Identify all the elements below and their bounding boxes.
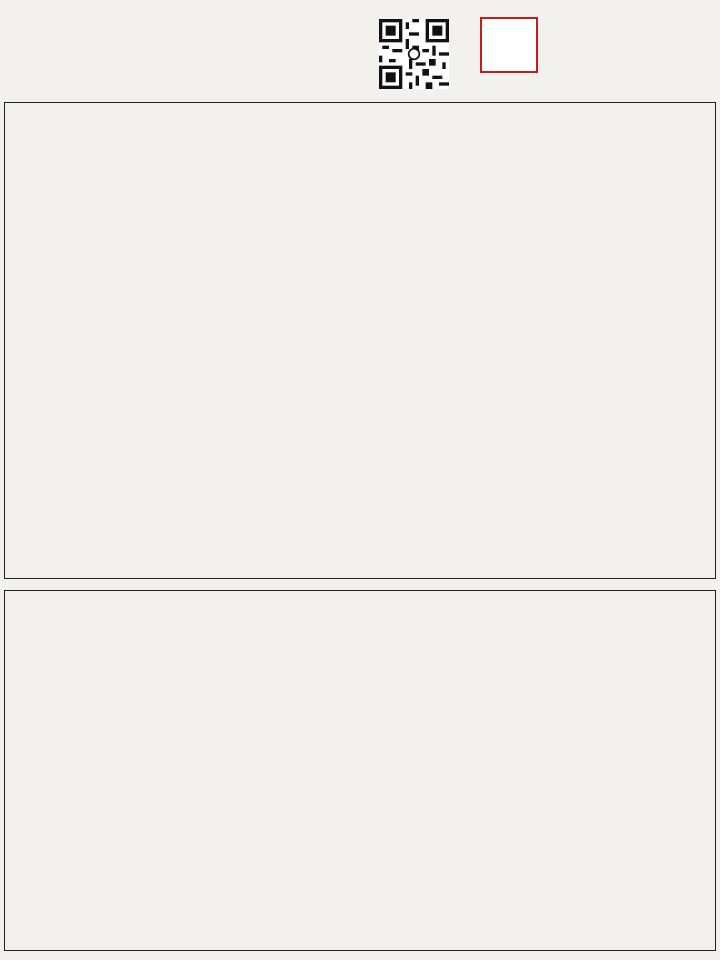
red-seal-stamp	[480, 17, 538, 73]
four-pillars-chart	[4, 102, 716, 579]
seal-char	[509, 45, 536, 71]
seal-char	[482, 19, 509, 45]
annual-luck-table	[4, 590, 716, 951]
seal-char	[509, 19, 536, 45]
seal-char	[482, 45, 509, 71]
qr-code-icon	[379, 19, 449, 89]
